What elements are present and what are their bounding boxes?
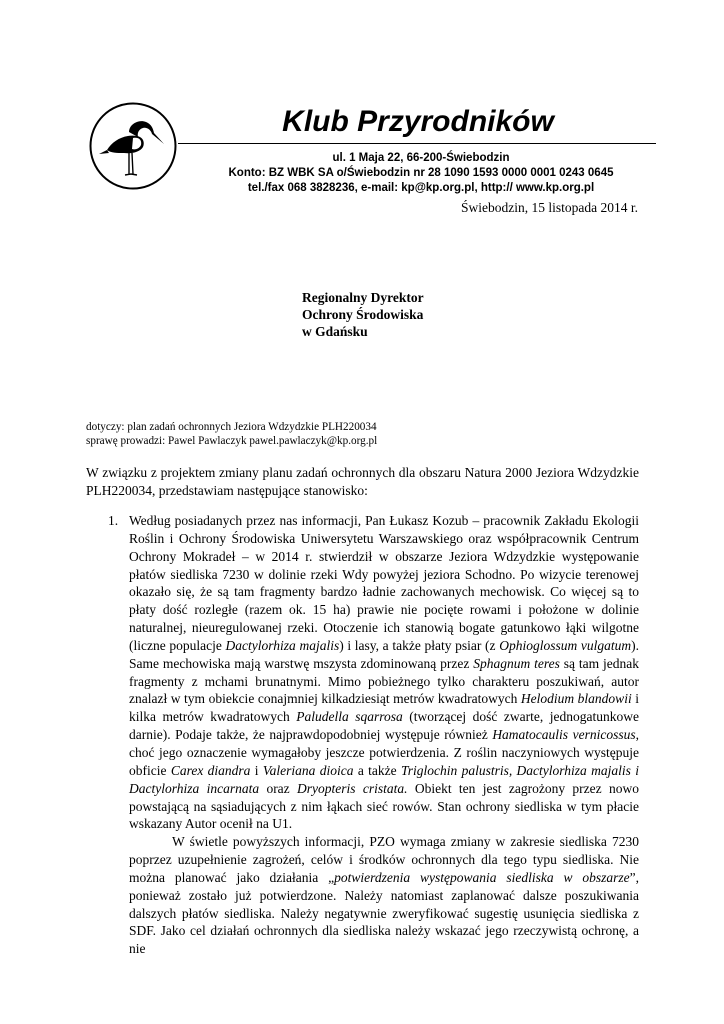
intro-paragraph: W związku z projektem zmiany planu zadań ochronnych dla obszaru Natura 2000 Jeziora Wdzydzkie PLH220034, przedstawiam następujące stanowisko: [86,465,639,498]
point-paragraph: Według posiadanych przez nas informacji, Pan Łukasz Kozub – pracownik Zakładu Ekologii Roślin i Ochrony Środowiska Uniwersytetu Warszawskiego oraz współpracownik Centrum Ochrony Mokradeł – w 2014 r. stwierdził w obszarze Jeziora Wdzydzkie występowanie płatów siedliska 7230 w dolinie rzeki Wdy powyżej jeziora Schodno. Po wizycie terenowej okazało się, że są tam fragmenty bardzo ładnie zachowanych mechowisk. Co więcej są to płaty dość rozległe (razem ok. 15 ha) prawie nie pocięte rowami i położone w dolinie naturalnej, nieuregulowanej rzeki. Otoczenie ich stanowią bogate gatunkowo łąki wilgotne (liczne populacje Dactylorhiza majalis) i lasy, a także płaty psiar (z Ophioglossum vulgatum). Same mechowiska mają warstwę mszysta zdominowaną przez Sphagnum teres są tam jednak fragmenty z mchami brunatnymi. Mimo pobieżnego tylko charakteru poszukiwań, autor znalazł w tym obiekcie conajmniej kilkadziesiąt metrów kwadratowych Helodium blandowii i kilka metrów kwadratowych Paludella sqarrosa (tworzącej dość zwarte, jednogatunkowe darnie). Podaje także, że najprawdopodobniej występuje również Hamatocaulis vernicossus, choć jego oznaczenie wymagałoby jeszcze potwierdzenia. Z roślin naczyniowych występuje obficie Carex diandra i Valeriana dioica a także Triglochin palustris, Dactylorhiza majalis i Dactylorhiza incarnata oraz Dryopteris cristata. Obiekt ten jest zagrożony przez nowo powstającą na sąsiadujących z nim łąkach sieć rowów. Stan ochrony siedliska w tym płacie wskazany Autor ocenił na U1. [129,513,639,832]
point-text [129,512,639,958]
point-number: 1. [108,513,119,528]
header-divider [178,143,656,144]
bank-account: Konto: BZ WBK SA o/Świebodzin nr 28 1090 1593 0000 0001 0243 0645 [228,167,614,179]
addressee-block [302,289,424,340]
letter-date: Świebodzin, 15 listopada 2014 r. [461,200,638,215]
addressee-line: w Gdańsku [302,324,368,339]
numbered-point [86,512,639,958]
addressee-line: Ochrony Środowiska [302,307,424,322]
case-handler-line: sprawę prowadzi: Pawel Pawlaczyk pawel.pawlaczyk@kp.org.pl [86,435,378,447]
organization-name: Klub Przyrodników [282,105,554,138]
contact-line: tel./fax 068 3828236, e-mail: kp@kp.org.pl, http:// www.kp.org.pl [247,182,595,194]
subject-block [86,420,377,448]
subject-line: dotyczy: plan zadań ochronnych Jeziora Wdzydzkie PLH220034 [86,421,377,433]
point-paragraph: W świetle powyższych informacji, PZO wymaga zmiany w zakresie siedliska 7230 poprzez uzupełnienie zagrożeń, celów i środków ochronnych dla tego typu siedliska. Nie można planować jako działania „potwierdzenia występowania siedliska w obszarze”, ponieważ zostało już potwierdzone. Należy natomiast zaplanować dalsze poszukiwania dalszych płatów siedliska. Należy negatywnie zweryfikować sugestię usunięcia siedliska z SDF. Jako cel działań ochronnych dla siedliska należy wskazać jego rzeczywistą ochronę, a nie [129,834,640,957]
stork-logo-icon [89,102,177,190]
addressee-line: Regionalny Dyrektor [302,290,424,305]
organization-address: ul. 1 Maja 22, 66-200-Świebodzin [332,152,510,164]
organization-contact-block [188,151,654,196]
